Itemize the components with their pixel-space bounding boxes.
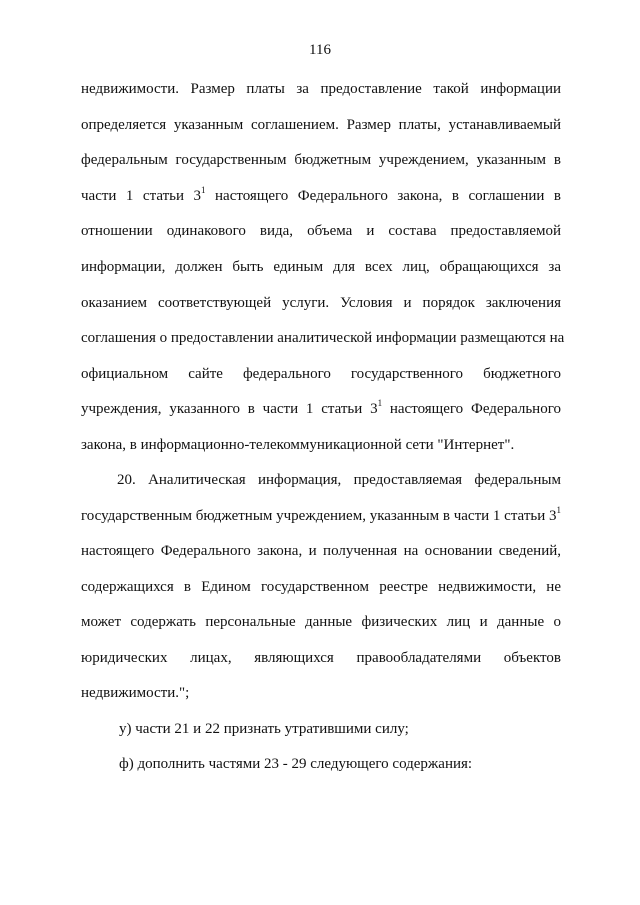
text-line-8: соглашения о предоставлении аналитической информации размещаются на bbox=[81, 330, 565, 346]
paragraph-20-line-1: 20. Аналитическая информация, предоставляемая федеральным bbox=[117, 472, 561, 488]
paragraph-20-line-6: юридических лицах, являющихся правообладателями объектов bbox=[81, 650, 561, 666]
text-run: настоящего Федерального bbox=[382, 401, 561, 417]
paragraph-20-line-3: настоящего Федерального закона, и полученная на основании сведений, bbox=[81, 543, 561, 559]
text-line-7: оказанием соответствующей услуги. Условия и порядок заключения bbox=[81, 295, 561, 311]
superscript: 1 bbox=[377, 398, 383, 408]
text-line-9: официальном сайте федерального государственного бюджетного bbox=[81, 366, 561, 382]
text-run: государственным бюджетным учреждением, указанным в части 1 статьи 3 bbox=[81, 508, 557, 524]
text-run: учреждения, указанного в части 1 статьи 3 bbox=[81, 401, 378, 417]
text-line-11: закона, в информационно-телекоммуникационной сети "Интернет". bbox=[81, 437, 515, 453]
text-run: настоящего Федерального закона, в соглашении в bbox=[205, 188, 561, 204]
paragraph-20-line-5: может содержать персональные данные физических лиц и данные о bbox=[81, 614, 561, 630]
paragraph-20-line-7: недвижимости."; bbox=[81, 685, 190, 701]
text-line-4 bbox=[81, 187, 561, 205]
superscript: 1 bbox=[556, 505, 561, 515]
item-f: ф) дополнить частями 23 - 29 следующего содержания: bbox=[119, 756, 473, 772]
text-line-6: информации, должен быть единым для всех лиц, обращающихся за bbox=[81, 259, 561, 275]
text-line-3: федеральным государственным бюджетным учреждением, указанным в bbox=[81, 152, 561, 168]
text-run: части 1 статьи 3 bbox=[81, 188, 202, 204]
paragraph-20-line-4: содержащихся в Едином государственном реестре недвижимости, не bbox=[81, 579, 561, 595]
text-line-5: отношении одинакового вида, объема и состава предоставляемой bbox=[81, 223, 561, 239]
text-line-2: определяется указанным соглашением. Размер платы, устанавливаемый bbox=[81, 117, 561, 133]
text-line-10 bbox=[81, 400, 561, 418]
superscript: 1 bbox=[201, 185, 206, 195]
paragraph-20-line-2 bbox=[81, 507, 561, 525]
text-line-1: недвижимости. Размер платы за предоставление такой информации bbox=[81, 81, 561, 97]
item-u: у) части 21 и 22 признать утратившими силу; bbox=[119, 721, 409, 737]
page-number: 116 bbox=[309, 42, 331, 58]
